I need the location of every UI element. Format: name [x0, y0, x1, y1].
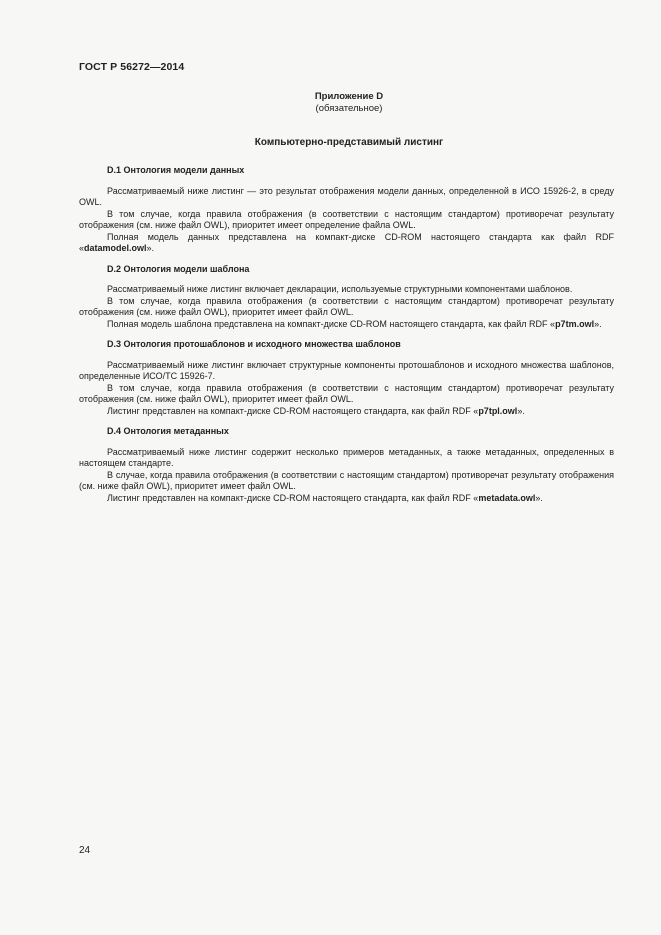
paragraph-text-end: ». [594, 318, 602, 329]
paragraph-text: В том случае, когда правила отображения (в соответствии с настоящим стандартом) противоречат результату отображения (см. ниже файл OWL), приоритет имеет файл OWL. [79, 382, 614, 404]
paragraph-text: Рассматриваемый ниже листинг содержит несколько примеров метаданных, а также метаданных, определенных в настоящем стандарте. [79, 446, 614, 468]
paragraph [79, 406, 614, 418]
section-title: D.2 Онтология модели шаблона [107, 263, 250, 274]
paragraph-text: Рассматриваемый ниже листинг — это результат отображения модели данных, определенной в ИСО 15926-2, в среду OWL. [79, 185, 614, 207]
paragraph-text: Рассматриваемый ниже листинг включает структурные компоненты протошаблонов и исходного множества шаблонов, определенные ИСО/ТС 15926-7. [79, 359, 614, 381]
paragraph [79, 383, 614, 406]
paragraph [79, 319, 614, 331]
appendix-status: (обязательное) [315, 102, 383, 114]
file-name: p7tpl.owl [478, 405, 518, 416]
file-name: metadata.owl [478, 492, 536, 503]
paragraph [79, 493, 614, 505]
paragraph-text: Рассматриваемый ниже листинг включает декларации, используемые структурными компонентами шаблонов. [107, 284, 573, 294]
appendix-heading [0, 91, 661, 114]
section-title: D.4 Онтология метаданных [107, 426, 229, 436]
paragraph [79, 360, 614, 383]
paragraph-text-end: ». [535, 492, 543, 503]
paragraph [79, 186, 614, 209]
document-body [79, 165, 614, 513]
main-title: Компьютерно-представимый листинг [254, 137, 444, 148]
file-name: datamodel.owl [84, 243, 147, 253]
section [79, 339, 614, 417]
standard-header: ГОСТ Р 56272—2014 [79, 61, 185, 73]
paragraph-text: Полная модель шаблона представлена на компакт-диске CD-ROM настоящего стандарта, как файл RDF « [107, 318, 556, 329]
section-title: D.3 Онтология протошаблонов и исходного множества шаблонов [107, 339, 401, 349]
appendix-title: Приложение D [314, 91, 384, 102]
paragraph-text: Листинг представлен на компакт-диске CD-ROM настоящего стандарта, как файл RDF « [107, 405, 479, 416]
paragraph-text: В том случае, когда правила отображения (в соответствии с настоящим стандартом) противоречат результату отображения (см. ниже файл OWL), приоритет имеет файл OWL. [79, 295, 614, 317]
section-title: D.1 Онтология модели данных [107, 165, 245, 175]
section [79, 165, 614, 255]
paragraph-text: В том случае, когда правила отображения (в соответствии с настоящим стандартом) противоречат результату отображения (см. ниже файл OWL), приоритет имеет определение файла OWL. [79, 208, 614, 230]
paragraph [79, 284, 614, 296]
paragraph-text: Листинг представлен на компакт-диске CD-ROM настоящего стандарта, как файл RDF « [107, 492, 479, 503]
section [79, 426, 614, 504]
file-name: p7tm.owl [555, 318, 595, 329]
paragraph-text: Полная модель данных представлена на компакт-диске CD-ROM настоящего стандарта как файл RDF « [79, 231, 614, 253]
paragraph [79, 232, 614, 255]
paragraph [79, 447, 614, 470]
paragraph [79, 296, 614, 319]
section [79, 264, 614, 331]
paragraph-text-end: ». [146, 243, 155, 253]
paragraph-text-end: ». [517, 405, 525, 416]
paragraph [79, 209, 614, 232]
page-number: 24 [79, 845, 91, 856]
paragraph-text: В случае, когда правила отображения (в соответствии с настоящим стандартом) противоречат результату отображения (см. ниже файл OWL), приоритет имеет файл OWL. [79, 469, 614, 491]
paragraph [79, 470, 614, 493]
